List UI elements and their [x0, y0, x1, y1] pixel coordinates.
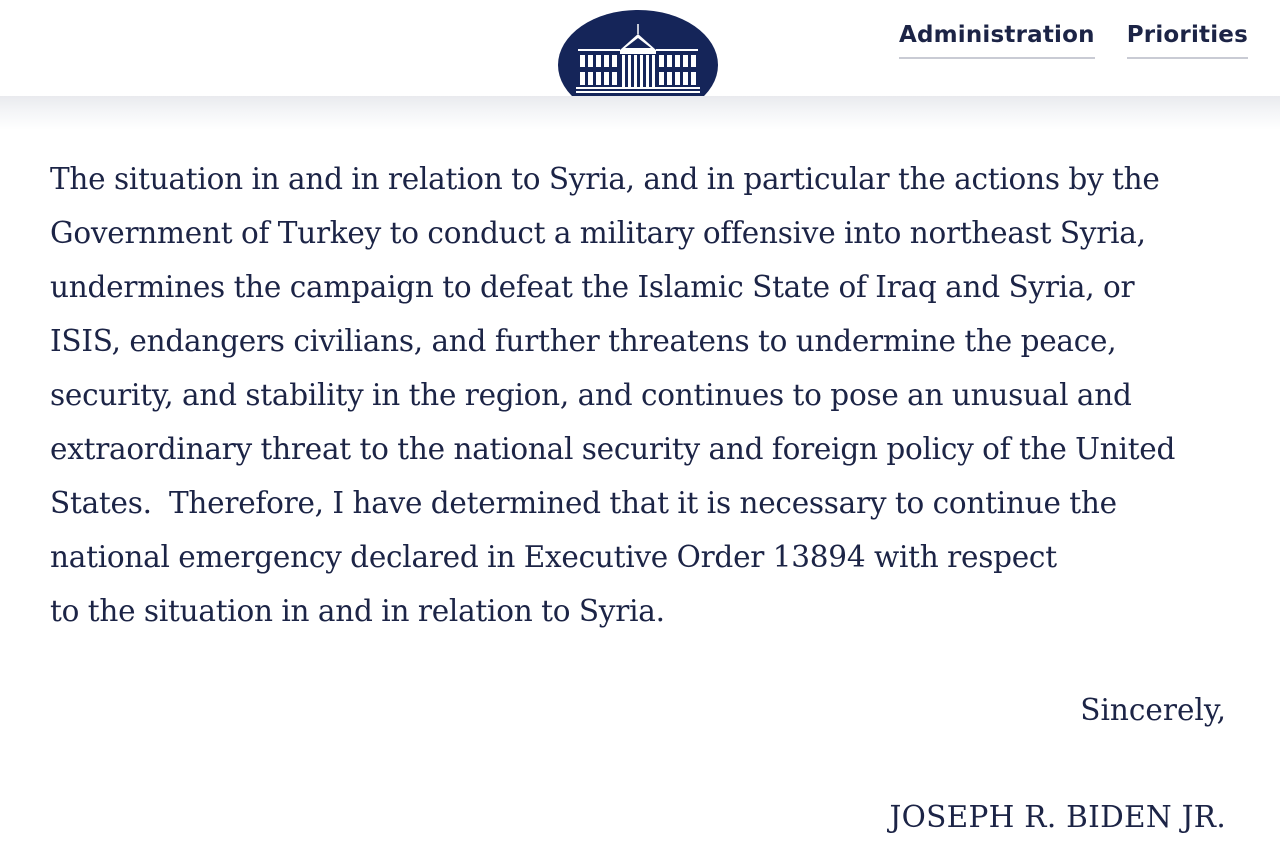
site-header	[0, 0, 1280, 96]
letter-body	[50, 152, 1225, 638]
letter-line: States. Therefore, I have determined that it is necessary to continue the	[50, 486, 1117, 520]
letter-line: extraordinary threat to the national security and foreign policy of the United	[50, 432, 1176, 466]
primary-nav	[899, 22, 1248, 59]
nav-priorities[interactable]: Priorities	[1127, 22, 1248, 59]
header-shadow	[0, 96, 1280, 130]
letter-signature: JOSEPH R. BIDEN JR.	[889, 800, 1226, 834]
letter-line: to the situation in and in relation to Syria.	[50, 594, 665, 628]
letter-line: security, and stability in the region, and continues to pose an unusual and	[50, 378, 1132, 412]
letter-line: national emergency declared in Executive Order 13894 with respect	[50, 540, 1057, 574]
letter-line: Government of Turkey to conduct a military offensive into northeast Syria,	[50, 216, 1146, 250]
letter-line: The situation in and in relation to Syria, and in particular the actions by the	[50, 162, 1160, 196]
letter-line: undermines the campaign to defeat the Islamic State of Iraq and Syria, or	[50, 270, 1135, 304]
nav-administration[interactable]: Administration	[899, 22, 1095, 59]
letter-closing: Sincerely,	[1080, 693, 1226, 727]
letter-line: ISIS, endangers civilians, and further threatens to undermine the peace,	[50, 324, 1117, 358]
